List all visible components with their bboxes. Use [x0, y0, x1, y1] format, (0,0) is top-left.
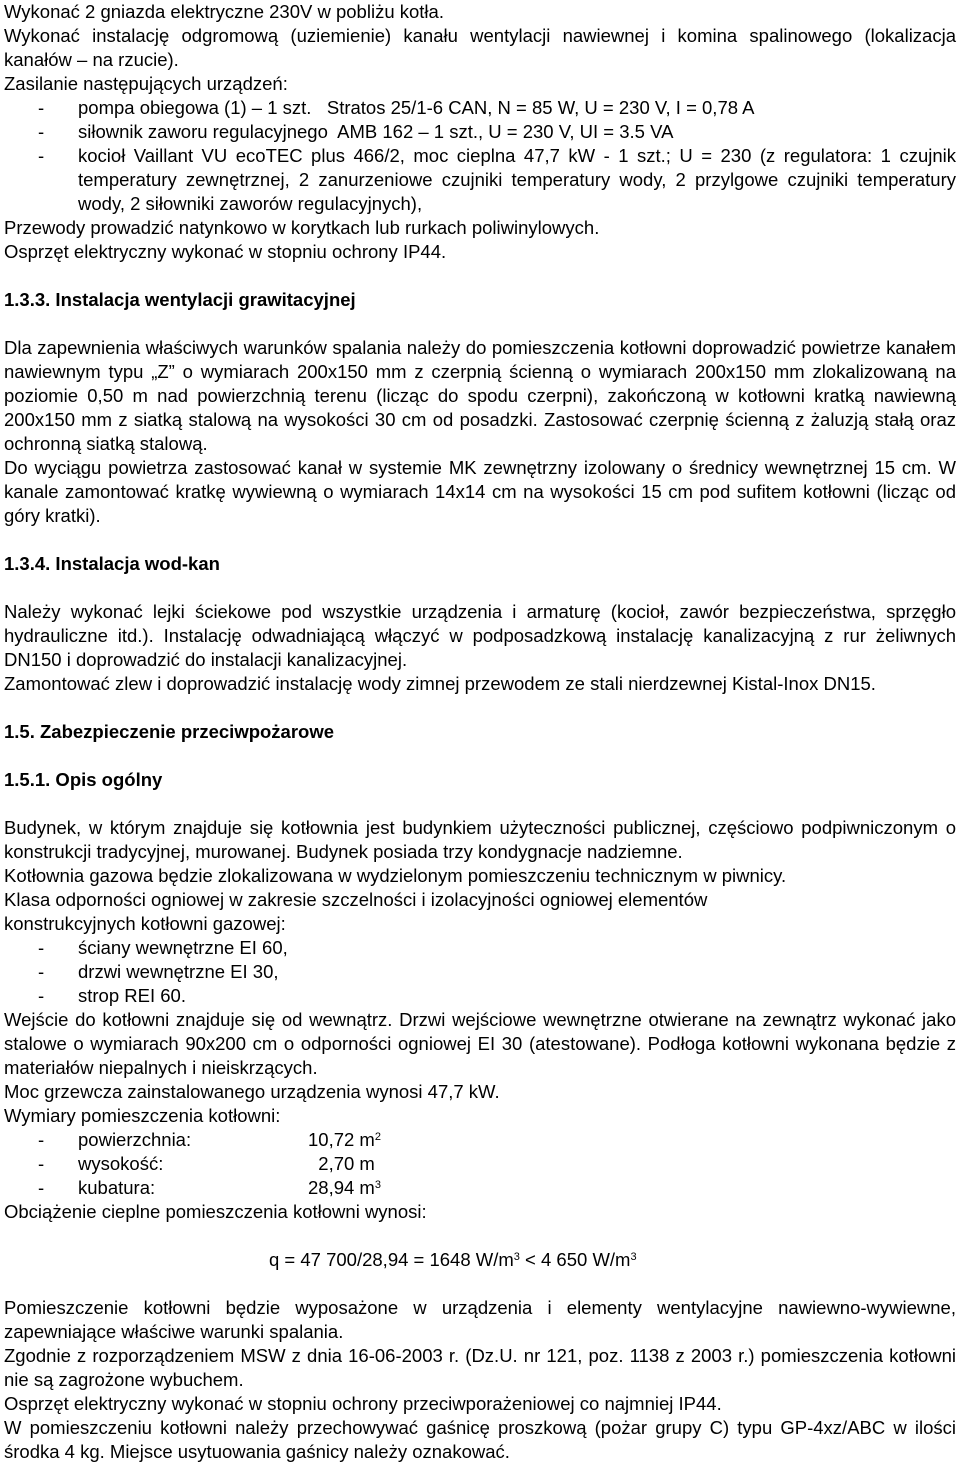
paragraph: Zamontować zlew i doprowadzić instalację wody zimnej przewodem ze stali nierdzewnej Kistal-Inox DN15. [4, 673, 876, 694]
paragraph: Należy wykonać lejki ściekowe pod wszystkie urządzenia i armaturę (kocioł, zawór bezpieczeństwa, sprzęgło hydrauliczne itd.). Instalację odwadniającą włączyć w podposadzkową instalację kanalizacyjną z rur żeliwnych DN150 i doprowadzić do instalacji kanalizacyjnej. [4, 601, 956, 670]
section-heading: 1.5. Zabezpieczenie przeciwpożarowe [4, 721, 335, 742]
dimension-row [4, 1176, 956, 1200]
paragraph: Do wyciągu powietrza zastosować kanał w systemie MK zewnętrzny izolowany o średnicy wewnętrznej 15 cm. W kanale zamontować kratkę wywiewną o wymiarach 14x14 cm na wysokości 15 cm pod sufitem kotłowni (licząc od góry kratki). [4, 457, 956, 526]
dimension-name: powierzchnia: [78, 1129, 192, 1150]
paragraph: Budynek, w którym znajduje się kotłownia jest budynkiem użyteczności publicznej, częściowo podpiwniczonym o konstrukcji tradycyjnej, murowanej. Budynek posiada trzy kondygnacje nadziemne. [4, 817, 956, 862]
list-dash: - [38, 961, 45, 982]
list-text: strop REI 60. [78, 985, 186, 1006]
list-item [4, 984, 956, 1008]
list-dash: - [38, 145, 45, 166]
dimension-row [4, 1128, 956, 1152]
dimension-row [4, 1152, 956, 1176]
list-item [4, 960, 956, 984]
paragraph: Klasa odporności ogniowej w zakresie szczelności i izolacyjności ogniowej elementów konstrukcyjnych kotłowni gazowej: [4, 889, 708, 934]
list-text: siłownik zaworu regulacyjnego AMB 162 – 1 szt., U = 230 V, UI = 3.5 VA [78, 121, 674, 142]
dimension-value: 10,72 $m^2$ [308, 1129, 381, 1150]
dimension-name: kubatura: [78, 1177, 156, 1198]
list-dash: - [38, 1177, 45, 1198]
paragraph: Przewody prowadzić natynkowo w korytkach lub rurkach poliwinylowych. [4, 217, 600, 238]
dimension-value: 28,94 $m^3$ [308, 1177, 381, 1198]
paragraph: Osprzęt elektryczny wykonać w stopniu ochrony IP44. [4, 241, 447, 262]
list-item [4, 120, 956, 144]
paragraph: W pomieszczeniu kotłowni należy przechowywać gaśnicę proszkową (pożar grupy C) typu GP-4xz/ABC w ilości środka 4 kg. Miejsce usytuowania gaśnicy należy oznakować. [4, 1417, 956, 1462]
paragraph: Kotłownia gazowa będzie zlokalizowana w wydzielonym pomieszczeniu technicznym w piwnicy. [4, 865, 787, 886]
paragraph: Dla zapewnienia właściwych warunków spalania należy do pomieszczenia kotłowni doprowadzić powietrze kanałem nawiewnym typu „Z” o wymiarach 200x150 mm z czerpnią ścienną o wymiarach 200x150 mm zlokalizowaną na poziomie 0,50 m nad powierzchnią terenu (licząc do spodu czerpni), zakończoną w kotłowni kratką nawiewną 200x150 mm z siatką stalową na wysokości 30 cm od posadzki. Zastosować czerpnię ścienną z żaluzją stałą oraz ochronną siatką stalową. [4, 337, 956, 454]
section-heading: 1.3.3. Instalacja wentylacji grawitacyjnej [4, 289, 356, 310]
paragraph: Pomieszczenie kotłowni będzie wyposażone w urządzenia i elementy wentylacyjne nawiewno-wywiewne, zapewniające właściwe warunki spalania. [4, 1297, 956, 1342]
paragraph: Obciążenie cieplne pomieszczenia kotłowni wynosi: [4, 1201, 427, 1222]
section-heading: 1.3.4. Instalacja wod-kan [4, 553, 220, 574]
paragraph: Wejście do kotłowni znajduje się od wewnątrz. Drzwi wejściowe wewnętrzne otwierane na zewnątrz wykonać jako stalowe o wymiarach 90x200 cm o odporności ogniowej EI 30 (atestowane). Podłoga kotłowni wykonana będzie z materiałów niepalnych i nieiskrzących. [4, 1009, 956, 1078]
dimension-value: 2,70 m [308, 1153, 375, 1174]
paragraph: Wykonać 2 gniazda elektryczne 230V w pobliżu kotła. [4, 1, 444, 22]
list-item [4, 936, 956, 960]
list-text: drzwi wewnętrzne EI 30, [78, 961, 279, 982]
list-text: kocioł Vaillant VU ecoTEC plus 466/2, moc cieplna 47,7 kW - 1 szt.; U = 230 (z regulatora: 1 czujnik temperatury zewnętrznej, 2 zanurzeniowe czujniki temperatury wody, 2 przylgowe czujniki temperatury wody, 2 siłowniki zaworów regulacyjnych), [78, 145, 956, 214]
list-dash: - [38, 97, 45, 118]
list-item [4, 96, 956, 120]
list-dash: - [38, 985, 45, 1006]
list-dash: - [38, 1129, 45, 1150]
paragraph: Osprzęt elektryczny wykonać w stopniu ochrony przeciwporażeniowej co najmniej IP44. [4, 1393, 722, 1414]
paragraph: Zasilanie następujących urządzeń: [4, 73, 288, 94]
list-item [4, 144, 956, 216]
list-text: ściany wewnętrzne EI 60, [78, 937, 288, 958]
list-dash: - [38, 121, 45, 142]
paragraph: Wymiary pomieszczenia kotłowni: [4, 1105, 281, 1126]
section-heading: 1.5.1. Opis ogólny [4, 769, 163, 790]
paragraph: Wykonać instalację odgromową (uziemienie) kanału wentylacji nawiewnej i komina spalinowego (lokalizacja kanałów – na rzucie). [4, 25, 956, 70]
list-dash: - [38, 1153, 45, 1174]
dimension-name: wysokość: [78, 1153, 164, 1174]
paragraph: Moc grzewcza zainstalowanego urządzenia wynosi 47,7 kW. [4, 1081, 500, 1102]
list-text: pompa obiegowa (1) – 1 szt. Stratos 25/1-6 CAN, N = 85 W, U = 230 V, I = 0,78 A [78, 97, 755, 118]
paragraph: Zgodnie z rozporządzeniem MSW z dnia 16-06-2003 r. (Dz.U. nr 121, poz. 1138 z 2003 r.) pomieszczenia kotłowni nie są zagrożone wybuchem. [4, 1345, 956, 1390]
list-dash: - [38, 937, 45, 958]
formula: q = 47 700/28,94 = 1648 $W/m^3 < 4$ 650 $W/m^3$ [269, 1249, 637, 1270]
